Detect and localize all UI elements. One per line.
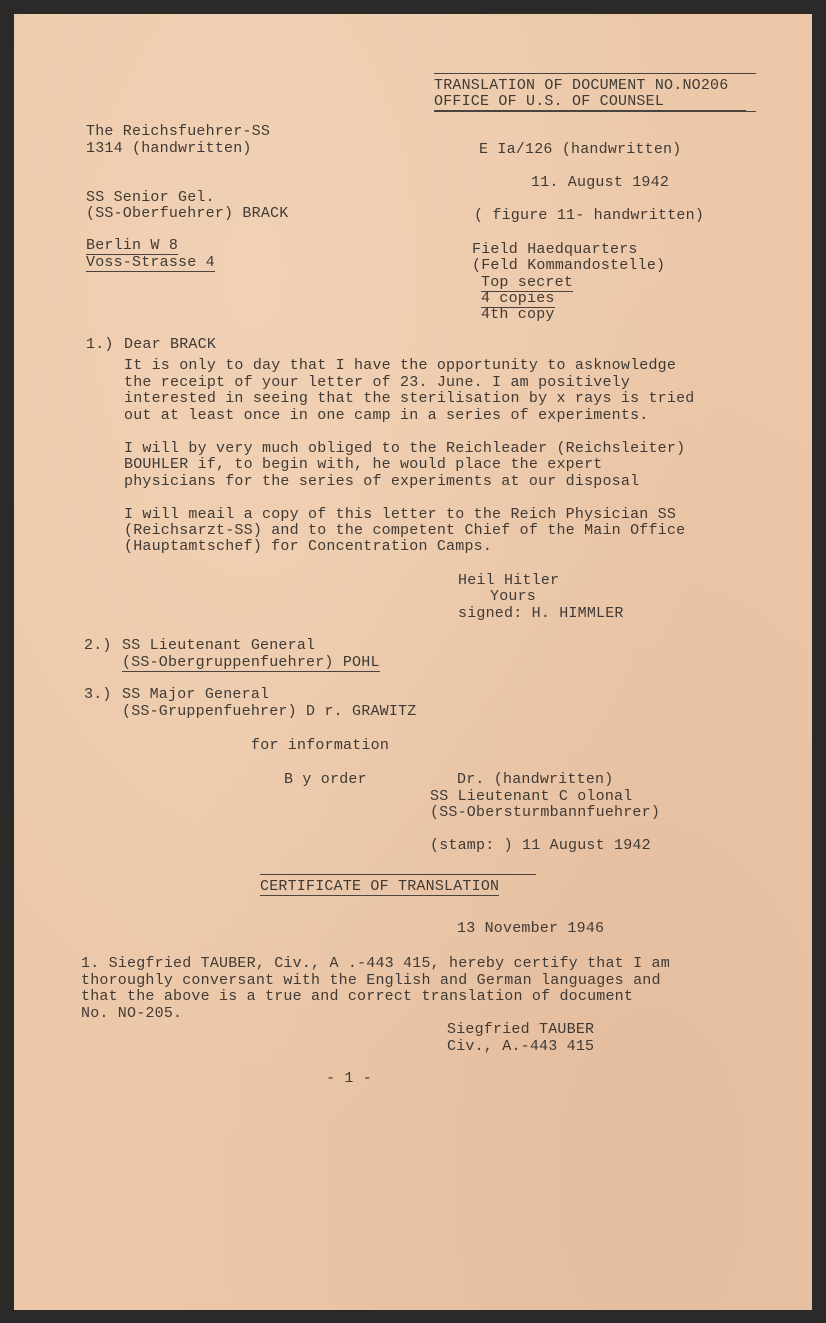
item1-para1-line1: It is only to day that I have the opportunity to asknowledge xyxy=(124,357,677,374)
certificate-body-line1: 1. Siegfried TAUBER, Civ., A .-443 415, hereby certify that I am xyxy=(81,955,670,972)
certificate-date: 13 November 1946 xyxy=(457,920,605,937)
location-name: Field Haedquarters xyxy=(472,241,638,258)
distribution-stamp: (stamp: ) 11 August 1942 xyxy=(430,837,651,854)
distribution-purpose: for information xyxy=(251,737,390,754)
item1-para2-line1: I will by very much obliged to the Reichleader (Reichsleiter) xyxy=(124,440,686,457)
header-title: TRANSLATION OF DOCUMENT NO.NO206 xyxy=(434,77,729,94)
item3-rank: SS Major General xyxy=(122,686,270,703)
classification-level: Top secret xyxy=(481,274,574,291)
page-number: - 1 - xyxy=(326,1070,373,1087)
reference-file: E Ia/126 (handwritten) xyxy=(479,141,682,158)
item1-para3-line2: (Reichsarzt-SS) and to the competent Chief of the Main Office xyxy=(124,522,686,539)
classification-copies: 4 copies xyxy=(481,290,555,307)
distribution-by-order: B y order xyxy=(284,771,367,788)
item1-salutation: Dear BRACK xyxy=(124,336,217,353)
item2-name: (SS-Obergruppenfuehrer) POHL xyxy=(122,654,380,671)
item2-number: 2.) xyxy=(84,637,112,654)
classification-copy-number: 4th copy xyxy=(481,306,555,323)
item3-number: 3.) xyxy=(84,686,112,703)
recipient-rank: SS Senior Gel. xyxy=(86,189,215,206)
reference-figure: ( figure 11- handwritten) xyxy=(474,207,705,224)
address-city: Berlin W 8 xyxy=(86,237,179,254)
certificate-body-line2: thoroughly conversant with the English and German languages and xyxy=(81,972,661,989)
sender-title: The Reichsfuehrer-SS xyxy=(86,123,271,140)
certificate-signer-name: Siegfried TAUBER xyxy=(447,1021,595,1038)
closing-yours: Yours xyxy=(490,588,537,605)
certificate-body-line3: that the above is a true and correct translation of document xyxy=(81,988,634,1005)
distribution-signer-german: (SS-Obersturmbannfuehrer) xyxy=(430,804,661,821)
item1-para1-line4: out at least once in one camp in a series of experiments. xyxy=(124,407,649,424)
header-bottom-rule xyxy=(434,111,756,112)
closing-salute: Heil Hitler xyxy=(458,572,560,589)
item1-para3-line1: I will meail a copy of this letter to the Reich Physician SS xyxy=(124,506,677,523)
header-top-rule xyxy=(434,73,756,74)
item3-name: (SS-Gruppenfuehrer) D r. GRAWITZ xyxy=(122,703,417,720)
item1-para1-line3: interested in seeing that the sterilisation by x rays is tried xyxy=(124,390,695,407)
distribution-signer-rank: SS Lieutenant C olonal xyxy=(430,788,633,805)
item1-number: 1.) xyxy=(86,336,114,353)
sender-number: 1314 (handwritten) xyxy=(86,140,252,157)
certificate-title: CERTIFICATE OF TRANSLATION xyxy=(260,878,500,895)
document-page xyxy=(14,14,812,1310)
closing-signature: signed: H. HIMMLER xyxy=(458,605,624,622)
header-office: OFFICE OF U.S. OF COUNSEL xyxy=(434,93,746,111)
item1-para3-line3: (Hauptamtschef) for Concentration Camps. xyxy=(124,538,493,555)
certificate-body-line4: No. NO-205. xyxy=(81,1005,183,1022)
recipient-name: (SS-Oberfuehrer) BRACK xyxy=(86,205,289,222)
item1-para2-line2: BOUHLER if, to begin with, he would place the expert xyxy=(124,456,603,473)
item2-rank: SS Lieutenant General xyxy=(122,637,316,654)
certificate-signer-id: Civ., A.-443 415 xyxy=(447,1038,595,1055)
reference-date: 11. August 1942 xyxy=(531,174,670,191)
certificate-top-rule xyxy=(260,874,536,875)
location-german: (Feld Kommandostelle) xyxy=(472,257,666,274)
distribution-signer: Dr. (handwritten) xyxy=(457,771,614,788)
item1-para1-line2: the receipt of your letter of 23. June. I am positively xyxy=(124,374,631,391)
address-street: Voss-Strasse 4 xyxy=(86,254,215,271)
item1-para2-line3: physicians for the series of experiments at our disposal xyxy=(124,473,640,490)
